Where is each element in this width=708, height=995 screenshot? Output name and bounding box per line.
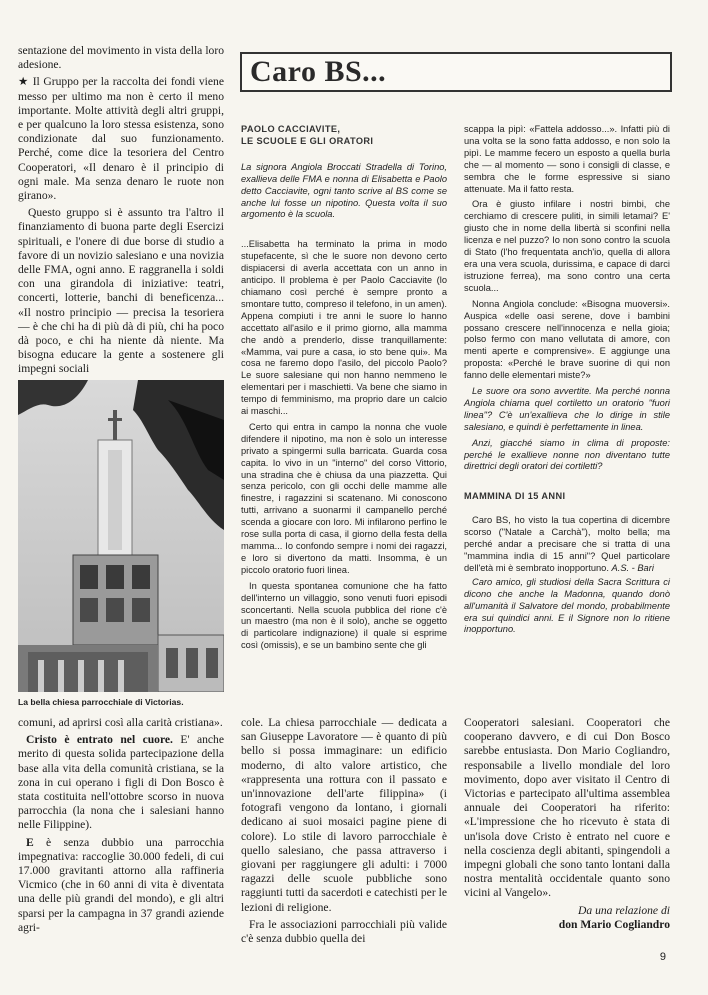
church-photo (18, 380, 224, 692)
paragraph: Nonna Angiola conclude: «Bisogna muoversi». Auspica «delle oasi serene, dove i bambini possano crescere nell'innocenza e nella gioia; polso fermo con mano vellutata di amore, con menti aperte e comprensive». E aggiunge una proposta: «Perché le brave suorine di qui non fanno delle elementari miste?» (464, 298, 670, 381)
paragraph (18, 836, 224, 935)
right-column (464, 124, 670, 640)
paragraph: In questa spontanea comunione che ha fatto dell'interno un villaggio, sono venuti fuori episodi sconcertanti. Nella scuola pubblica del rione c'è un maestro (ma non è il solo), anche se oggetto di particolare indignazione) il quale si esprime così (omissis), e se un bambino sente che gli (241, 580, 447, 651)
page-title: Caro BS... (250, 55, 387, 88)
paragraph: Cooperatori salesiani. Cooperatori che cooperano davvero, e di cui Don Bosco sarebbe entusiasta. Don Mario Cogliandro, responsabile a livello mondiale del loro movimento, dopo aver visitato il Centro di Victorias e partecipato all'ultima assemblea annuale dei Cooperatori ha riferito: «L'impressione che ho ricevuto è stata di un'isola dove Cristo è entrato nel cuore e nella coscienza degli abitanti, spingendoli a impegni globali che sono tanto lontani dalla nostra mentalità occidentale quanto sono vicini al Vangelo». (464, 716, 670, 900)
article-1-column (241, 124, 447, 656)
paragraph: Certo qui entra in campo la nonna che vuole difendere il nipotino, ma non è solo un interesse privato a spingermi sulla barricata. Guarda cosa capita. Io vivo in un "interno" del corso Vittorio, una stradina che è chiusa da una piazzetta. Qui senza pericolo, con gli occhi delle mamme alle finestre, i ragazzini si scatenano. Mi conoscono tutti, arrivano a suonarmi il campanello perché scenda a giocare con loro. Mi infilarono perfino le rose sulla porta di casa, il giorno della festa della mamma... Io confondo sempre i nomi dei ragazzi, e loro si divertono da matti. Insomma, è un piccolo oratorio fuori linea. (241, 421, 447, 575)
page-number: 9 (659, 951, 666, 963)
signature-line-2: don Mario Cogliandro (558, 917, 670, 931)
section-header (240, 52, 672, 92)
letter-text: Caro BS, ho visto la tua copertina di dicembre scorso ("Natale a Carchà"), molto bella; ma perché andar a precisare che si tratta di una "mammina indìa di 15 anni"? Quel particolare dell'età mi è sembrato inopportuno. (464, 515, 670, 573)
paragraph-text: è senza dubbio una parrocchia impegnativa: raccoglie 30.000 fedeli, di cui 17.000 gravitanti attorno alla raffineria Vicmico (che in 60 anni di vita è diventata una delle più grandi del mondo), e gli altri sparsi per la campagna in 37 grandi aziende agri- (18, 835, 224, 934)
article-1-intro: La signora Angiola Broccati Stradella di Torino, exallieva delle FMA e nonna di Elisabetta e Paolo detto Cacciavite, ogni tanto scrive al BS come se anche lui fosse un nipotino. Questa volta il suo argomento è la scuola. (241, 161, 447, 220)
paragraph: Le suore ora sono avvertite. Ma perché nonna Angiola chiama quel cortiletto un oratorio "fuori linea"? C'è un'exallieva che lo dirige in stile salesiano, e quindi è perfettamente in linea. (464, 386, 670, 432)
bottom-column-1 (18, 716, 224, 938)
paragraph: comuni, ad aprirsi così alla carità cristiana». (18, 716, 223, 729)
article-2-reply: Caro amico, gli studiosi della Sacra Scrittura ci dicono che anche la Madonna, quando donò all'umanità il Salvatore del mondo, probabilmente era sui quindici anni. E il Signore non lo ritiene inopportuno. (464, 576, 670, 635)
paragraph: Anzi, giacché siamo in clima di proposte: perché le exallieve nonne non diventano tutte direttrici degli oratori dei cortiletti? (464, 437, 670, 472)
bold-lead: Cristo è entrato nel cuore. (26, 733, 173, 747)
paragraph: cole. La chiesa parrocchiale — dedicata a san Giuseppe Lavoratore — è quanto di più bello si possa immaginare: un edificio moderno, di alto valore artistico, che «rappresenta una rottura con il passato e un'innovazione dell'arte filippina» (i fotografi vengono da lontano, i giornali dedicano ai suoi mosaici pagine piene di colore). Lo stile di lavoro parrocchiale è quello salesiano, che passa attraverso i giovani per raggiungere gli adulti: i 7000 ragazzi delle scuole pubbliche sono raggiunti tutti da sacerdoti e catechisti per le lezioni di religione. (241, 716, 447, 914)
bottom-column-3 (464, 716, 670, 932)
paragraph: scappa la pipì: «Fattela addosso...». Infatti più di una volta se la sono fatta addosso, e non solo la pipì. Le mamme fecero un esposto a quella burla che — al momento — sono i consigli di classe, e sembra che le forme espressive si siano attenuate. Ma il fatto resta. (464, 124, 670, 194)
letter-signature: A.S. - Bari (611, 562, 654, 573)
signature-line-1: Da una relazione di (578, 903, 670, 917)
article-2-letter (464, 515, 670, 575)
bold-lead: E (26, 835, 34, 849)
paragraph-text: E' anche merito di questa solida partecipazione della base alla vita della comunità cristiana, se la zona in cui operano i figli di Don Bosco è stata costituita nell'ottobre scorso in nuova parrocchia (la nona che i salesiani hanno nelle Filippine). (18, 733, 224, 832)
bottom-column-2 (241, 716, 447, 949)
paragraph (18, 733, 224, 832)
paragraph: ★ Il Gruppo per la raccolta dei fondi viene messo per ultimo ma non è certo il meno importante. Molte attività degli altri gruppi, e per qualcuno la loro stessa esistenza, sono condizionate dal suo funzionamento. Perché, come dice la tesoriera del Centro Cooperatori, «Il denaro è il principio di ogni male. Ma senza denaro le ruote non girano». (18, 75, 224, 203)
left-column-text (18, 44, 224, 380)
article-2-title: MAMMINA DI 15 ANNI (464, 491, 566, 502)
article-1-title-line2: LE SCUOLE E GLI ORATORI (241, 135, 374, 146)
paragraph: Ora è giusto infilare i nostri bimbi, che cerchiamo di crescere puliti, in simili letamai? E' giusto che in nome della libertà si sconfini nella licenza e nel puzzo? Io non sono contro la scuola di Stato (l'ho frequentata anch'io, quella di allora era una vera scuola, durissima, e capace di darci istruzione ferrea), ma sono contro una certa scuola... (464, 199, 670, 293)
paragraph: Questo gruppo si è assunto tra l'altro il finanziamento di buona parte degli Esercizi spirituali, e l'onere di due borse di studio a favore di un novizio salesiano e una novizia delle FMA, ogni anno. E raggranella i soldi con una girandola di iniziative: teatri, concerti, lotterie, banchi di beneficenza... «Il nostro principio — precisa la tesoriera — è che chi ha di più dà di più, chi ha poco dà poco, e chi ha niente dà niente. Ma bisogna educare la gente a sostenere gli impegni sociali (18, 206, 224, 376)
article-1-title-line1: PAOLO CACCIAVITE, (241, 124, 341, 134)
photo-caption: La bella chiesa parrocchiale di Victorias. (18, 697, 184, 707)
paragraph: ...Elisabetta ha terminato la prima in modo stupefacente, sì che le suore non devono certo dispiacersi di averla accettata con un anno in anticipo. Il problema è per Paolo Cacciavite (lo chiamano così perché è sempre pronto a smontare tutto, compreso il telefono, in un amen). Appena compiuti i tre anni le suore lo hanno accettato all'asilo e il primo giorno, alla mamma che andò a prenderlo, disse tranquillamente: «Mamma, vai pure a casa, io sto bene qui». Ma cosa ne faremo dopo l'asilo, del piccolo Paolo? Le suore salesiane qui non hanno nemmeno le elementari per i maschietti. Va bene che siamo in tempo di femminismo, ma proprio dare un calcio ai maschi... (241, 239, 447, 417)
paragraph: Fra le associazioni parrocchiali più valide c'è senza dubbio quella dei (241, 917, 447, 946)
paragraph: sentazione del movimento in vista della loro adesione. (18, 44, 224, 72)
